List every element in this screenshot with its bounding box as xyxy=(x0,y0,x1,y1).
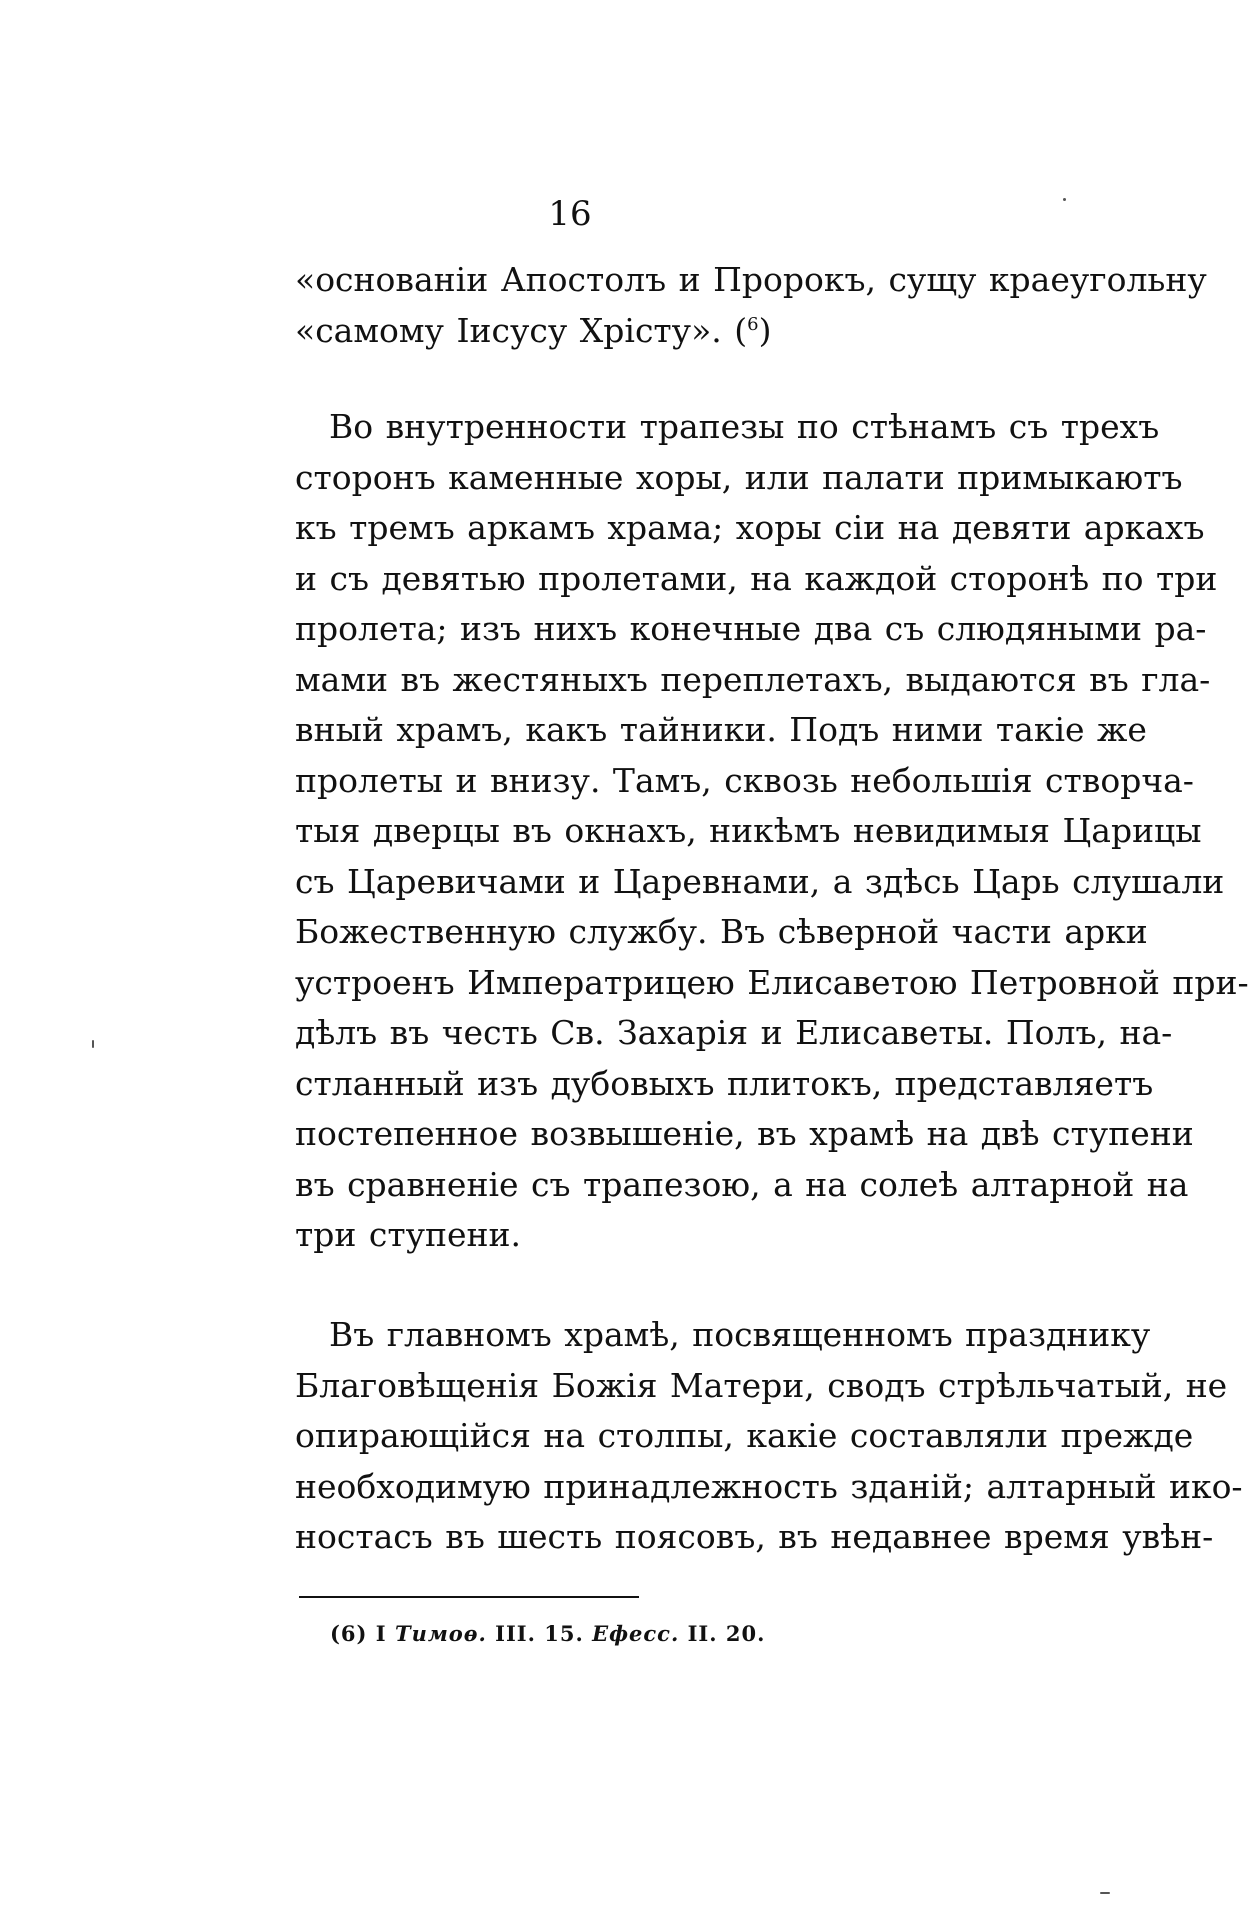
paragraph-1-line-4: и съ девятью пролетами, на каждой сторонѣ по три xyxy=(295,558,1218,598)
paragraph-1-line-1: Во внутренности трапезы по стѣнамъ съ трехъ xyxy=(329,407,1160,446)
paragraph-2-line-1: Въ главномъ храмѣ, посвященномъ празднику xyxy=(329,1315,1151,1354)
paragraph-2-line-5: ностасъ въ шесть поясовъ, въ недавнее время увѣн- xyxy=(295,1517,1214,1556)
paragraph-1-line-14: стланный изъ дубовыхъ плитокъ, представляетъ xyxy=(295,1063,1154,1103)
paragraph-1-line-15: постепенное возвышеніе, въ храмѣ на двѣ ступени xyxy=(295,1114,1194,1153)
paper-speck xyxy=(1063,198,1066,201)
paragraph-1-line-17: три ступени. xyxy=(295,1215,522,1254)
paragraph-1-line-13: дѣлъ въ честь Св. Захарія и Елисаветы. Полъ, на- xyxy=(295,1013,1173,1052)
paragraph-1-line-6: мами въ жестяныхъ переплетахъ, выдаются въ гла- xyxy=(295,659,1211,699)
paragraph-1-line-3: къ тремъ аркамъ храма; хоры сіи на девяти аркахъ xyxy=(295,508,1205,547)
intro-line-1: «основаніи Апостолъ и Пророкъ, сущу краеугольну xyxy=(295,260,1207,299)
footnote-book-2: Ефесс. xyxy=(592,1621,680,1646)
paragraph-2-line-4: необходимую принадлежность зданій; алтарный ико- xyxy=(295,1466,1243,1506)
paragraph-1-line-10: съ Царевичами и Царевнами, а здѣсь Царь слушали xyxy=(295,861,1225,901)
paragraph-1-line-16: въ сравненіе съ трапезою, а на солеѣ алтарной на xyxy=(295,1164,1189,1204)
paragraph-1-line-8: пролеты и внизу. Тамъ, сквозь небольшія створча- xyxy=(295,760,1194,800)
footnote-ref-2: II. 20. xyxy=(687,1621,766,1646)
paper-speck xyxy=(92,1040,94,1048)
footnote-divider xyxy=(299,1596,639,1598)
intro-text xyxy=(295,255,1207,356)
intro-line-2 xyxy=(295,306,1087,357)
paragraph-2 xyxy=(295,1310,1243,1563)
paragraph-1 xyxy=(295,402,1249,1261)
footnote-book-1: Тимоѳ. xyxy=(394,1621,487,1646)
footnote-ref-1: III. 15. xyxy=(495,1621,584,1646)
footnote-marker: (6) I xyxy=(330,1621,387,1646)
paragraph-2-line-2: Благовѣщенія Божія Матери, сводъ стрѣльчатый, не xyxy=(295,1365,1228,1405)
paragraph-1-line-11: Божественную службу. Въ сѣверной части арки xyxy=(295,912,1148,951)
paragraph-2-line-3: опирающійся на столпы, какіе составляли прежде xyxy=(295,1416,1194,1455)
paragraph-1-line-5: пролета; изъ нихъ конечные два съ слюдяными ра- xyxy=(295,609,1207,648)
paragraph-1-line-9: тыя дверцы въ окнахъ, никѣмъ невидимыя Царицы xyxy=(295,811,1202,850)
paragraph-1-line-2: сторонъ каменные хоры, или палати примыкаютъ xyxy=(295,457,1183,497)
paper-speck xyxy=(1100,1892,1110,1894)
intro-line-2-tail: ) xyxy=(758,310,772,350)
paragraph-1-line-12: устроенъ Императрицею Елисаветою Петровной при- xyxy=(295,962,1249,1002)
page-number: 16 xyxy=(548,194,592,234)
paragraph-1-line-7: вный храмъ, какъ тайники. Подъ ними такіе же xyxy=(295,710,1147,749)
intro-line-2-text: «самому Іисусу Хрісту». ( xyxy=(295,310,748,350)
footnote-reference: 6 xyxy=(747,313,759,335)
footnote xyxy=(330,1620,765,1648)
